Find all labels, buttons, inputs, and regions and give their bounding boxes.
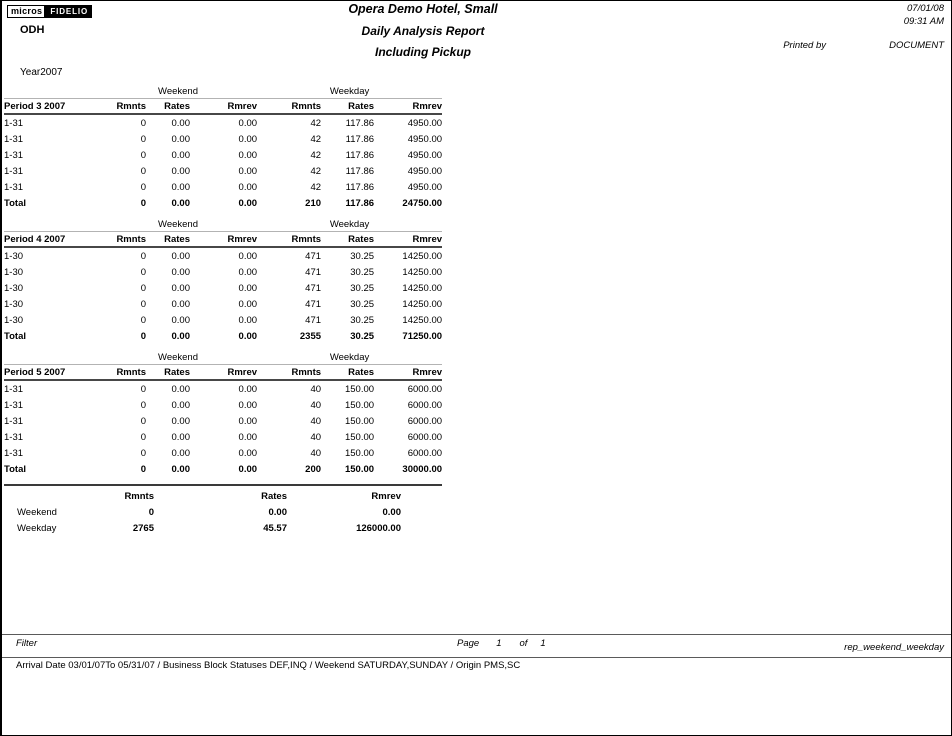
summary-column-header: Rmnts <box>124 490 154 502</box>
row-value: 0.00 <box>171 314 190 326</box>
row-value: 117.86 <box>345 149 375 161</box>
row-value: 6000.00 <box>407 415 443 427</box>
summary-header-spacer <box>4 488 64 504</box>
filter-description: Arrival Date 03/01/07To 05/31/07 / Business Block Statuses DEF,INQ / Weekend SATURDAY,SUNDAY / Origin PMS,SC <box>16 660 521 671</box>
total-value: 210 <box>305 198 322 209</box>
row-value: 0.00 <box>171 133 190 145</box>
column-header: Rates <box>146 232 190 248</box>
section-rows <box>4 380 442 478</box>
row-value: 150.00 <box>344 431 375 443</box>
group-header-row <box>4 85 442 99</box>
hotel-code: ODH <box>20 24 45 36</box>
page-label: Page <box>457 638 480 649</box>
period-section-table <box>4 351 442 478</box>
data-row <box>4 429 442 445</box>
row-value: 14250.00 <box>402 298 443 310</box>
row-label: 1-31 <box>4 165 24 177</box>
column-header-row <box>4 99 442 115</box>
row-value: 4950.00 <box>407 149 443 161</box>
row-value: 30.25 <box>350 266 375 278</box>
data-row <box>4 280 442 296</box>
row-value: 0 <box>140 383 146 395</box>
row-value: 0.00 <box>171 431 190 443</box>
summary-column-header: Rates <box>261 490 287 502</box>
row-value: 117.86 <box>345 133 375 145</box>
row-value: 150.00 <box>344 383 375 395</box>
report-table-area <box>4 85 444 536</box>
row-value: 0.00 <box>171 250 190 262</box>
row-value: 0.00 <box>238 165 258 177</box>
filter-label: Filter <box>16 638 38 649</box>
row-label: 1-31 <box>4 133 24 145</box>
row-value: 0.00 <box>238 282 258 294</box>
row-value: 0.00 <box>238 298 258 310</box>
row-value: 471 <box>305 282 322 294</box>
row-value: 4950.00 <box>407 165 443 177</box>
data-row <box>4 147 442 163</box>
summary-row-value: 45.57 <box>263 522 287 534</box>
row-value: 471 <box>305 250 322 262</box>
row-value: 150.00 <box>344 415 375 427</box>
row-value: 40 <box>310 399 322 411</box>
row-value: 150.00 <box>344 447 375 459</box>
total-value: 0.00 <box>171 331 190 342</box>
summary-row <box>4 520 401 536</box>
data-row <box>4 131 442 147</box>
total-label: Total <box>4 331 26 342</box>
summary-header-row <box>4 488 401 504</box>
row-value: 0.00 <box>238 133 258 145</box>
row-value: 6000.00 <box>407 399 443 411</box>
column-header-row <box>4 232 442 248</box>
data-row <box>4 413 442 429</box>
total-value: 0.00 <box>238 464 258 475</box>
group-header-spacer <box>4 351 99 365</box>
row-label: 1-30 <box>4 282 24 294</box>
group-header-spacer <box>4 85 99 99</box>
row-value: 117.86 <box>345 181 375 193</box>
printed-by-user: DOCUMENT <box>889 40 944 51</box>
report-name-title: Daily Analysis Report <box>361 24 485 38</box>
row-value: 0.00 <box>238 266 258 278</box>
total-value: 2355 <box>299 331 322 342</box>
column-header: Rates <box>321 232 374 248</box>
row-value: 40 <box>310 431 322 443</box>
column-header: Rmrev <box>190 365 257 381</box>
group-header-row <box>4 351 442 365</box>
total-value: 0 <box>140 464 146 475</box>
data-row <box>4 179 442 195</box>
group-header-weekday: Weekday <box>257 85 442 99</box>
row-value: 150.00 <box>344 399 375 411</box>
period-label: Period 3 2007 <box>4 99 99 115</box>
row-label: 1-31 <box>4 447 24 459</box>
row-label: 1-31 <box>4 415 24 427</box>
total-value: 117.86 <box>345 198 375 209</box>
page-count: 1 <box>540 638 546 649</box>
column-header-row <box>4 365 442 381</box>
row-label: 1-31 <box>4 117 24 129</box>
row-value: 471 <box>305 266 322 278</box>
page-number: 1 <box>496 638 502 649</box>
total-value: 0.00 <box>238 331 258 342</box>
total-value: 30.25 <box>350 331 375 342</box>
report-filename: rep_weekend_weekday <box>844 642 944 653</box>
total-row <box>4 195 442 212</box>
period-label: Period 4 2007 <box>4 232 99 248</box>
row-value: 0.00 <box>171 165 190 177</box>
row-value: 0.00 <box>171 181 190 193</box>
total-value: 30000.00 <box>402 464 443 475</box>
column-header: Rmnts <box>99 232 146 248</box>
group-header-row <box>4 218 442 232</box>
group-header-spacer <box>4 218 99 232</box>
group-header-weekend: Weekend <box>99 218 257 232</box>
column-header: Rmrev <box>190 232 257 248</box>
row-value: 14250.00 <box>402 266 443 278</box>
summary-row-value: 126000.00 <box>356 522 401 534</box>
row-value: 0 <box>140 415 146 427</box>
row-value: 4950.00 <box>407 181 443 193</box>
row-value: 0.00 <box>171 383 190 395</box>
row-label: 1-30 <box>4 250 24 262</box>
row-value: 14250.00 <box>402 282 443 294</box>
column-header: Rmnts <box>257 99 321 115</box>
row-value: 40 <box>310 415 322 427</box>
row-value: 0.00 <box>171 415 190 427</box>
printed-by-label: Printed by <box>783 40 826 51</box>
row-value: 0.00 <box>171 447 190 459</box>
section-rows <box>4 114 442 212</box>
row-value: 0.00 <box>238 447 258 459</box>
row-value: 0.00 <box>171 298 190 310</box>
total-value: 0 <box>140 331 146 342</box>
row-value: 0.00 <box>238 117 258 129</box>
sections-host <box>4 85 444 478</box>
row-value: 0 <box>140 149 146 161</box>
column-header: Rmnts <box>99 365 146 381</box>
summary-row-label: Weekday <box>17 522 57 534</box>
total-label: Total <box>4 198 26 209</box>
row-label: 1-30 <box>4 314 24 326</box>
row-value: 30.25 <box>350 314 375 326</box>
summary-row-value: 0.00 <box>382 506 401 518</box>
total-value: 0 <box>140 198 146 209</box>
summary-row <box>4 504 401 520</box>
row-value: 117.86 <box>345 117 375 129</box>
row-label: 1-31 <box>4 181 24 193</box>
total-row <box>4 461 442 478</box>
row-value: 6000.00 <box>407 447 443 459</box>
row-value: 471 <box>305 314 322 326</box>
report-subtitle: Including Pickup <box>374 45 471 59</box>
summary-divider <box>4 484 442 486</box>
row-value: 0.00 <box>238 314 258 326</box>
summary-row-label: Weekend <box>17 506 57 518</box>
footer-divider-top <box>2 634 952 635</box>
row-value: 42 <box>310 181 322 193</box>
total-value: 24750.00 <box>402 198 443 209</box>
row-value: 0.00 <box>171 117 190 129</box>
total-value: 0.00 <box>171 198 190 209</box>
year-label: Year2007 <box>20 67 63 78</box>
row-value: 0.00 <box>171 282 190 294</box>
data-row <box>4 312 442 328</box>
row-value: 0 <box>140 165 146 177</box>
column-header: Rmnts <box>257 232 321 248</box>
column-header: Rmrev <box>374 232 442 248</box>
data-row <box>4 247 442 264</box>
summary-row-value: 2765 <box>132 522 154 534</box>
row-value: 6000.00 <box>407 431 443 443</box>
row-value: 471 <box>305 298 322 310</box>
column-header: Rmrev <box>374 99 442 115</box>
row-value: 0.00 <box>171 149 190 161</box>
of-label: of <box>519 638 528 649</box>
column-header: Rmrev <box>190 99 257 115</box>
row-value: 42 <box>310 149 322 161</box>
row-value: 30.25 <box>350 250 375 262</box>
row-value: 42 <box>310 133 322 145</box>
row-value: 0.00 <box>238 431 258 443</box>
row-label: 1-31 <box>4 149 24 161</box>
column-header: Rates <box>321 365 374 381</box>
row-value: 40 <box>310 383 322 395</box>
column-header: Rmnts <box>257 365 321 381</box>
row-value: 0 <box>140 266 146 278</box>
period-label: Period 5 2007 <box>4 365 99 381</box>
summary-table <box>4 488 401 536</box>
row-value: 0 <box>140 298 146 310</box>
row-value: 0 <box>140 250 146 262</box>
summary-body <box>4 504 401 536</box>
print-time: 09:31 AM <box>903 16 944 27</box>
group-header-weekday: Weekday <box>257 351 442 365</box>
row-value: 0 <box>140 314 146 326</box>
row-value: 30.25 <box>350 282 375 294</box>
column-header: Rates <box>146 99 190 115</box>
data-row <box>4 380 442 397</box>
total-value: 0.00 <box>171 464 190 475</box>
data-row <box>4 264 442 280</box>
data-row <box>4 296 442 312</box>
row-value: 0 <box>140 447 146 459</box>
column-header: Rates <box>321 99 374 115</box>
total-value: 200 <box>305 464 322 475</box>
row-value: 42 <box>310 165 322 177</box>
row-value: 0.00 <box>238 181 258 193</box>
hotel-name-title: Opera Demo Hotel, Small <box>348 2 498 16</box>
summary-row-value: 0 <box>148 506 154 518</box>
summary-row-value: 0.00 <box>268 506 287 518</box>
row-value: 0.00 <box>238 383 258 395</box>
total-label: Total <box>4 464 26 475</box>
row-value: 0.00 <box>171 399 190 411</box>
row-value: 14250.00 <box>402 314 443 326</box>
column-header: Rmnts <box>99 99 146 115</box>
data-row <box>4 445 442 461</box>
row-value: 0.00 <box>238 399 258 411</box>
row-value: 0.00 <box>238 149 258 161</box>
fidelio-logo-text: FIDELIO <box>45 5 92 18</box>
row-value: 6000.00 <box>407 383 443 395</box>
period-section-table <box>4 218 442 345</box>
section-rows <box>4 247 442 345</box>
row-value: 0 <box>140 181 146 193</box>
row-value: 0 <box>140 282 146 294</box>
row-label: 1-30 <box>4 266 24 278</box>
page-indicator <box>457 638 546 649</box>
data-row <box>4 114 442 131</box>
row-value: 0.00 <box>171 266 190 278</box>
footer-divider-bottom <box>2 657 952 658</box>
row-label: 1-31 <box>4 383 24 395</box>
row-value: 0 <box>140 117 146 129</box>
column-header: Rmrev <box>374 365 442 381</box>
period-section-table <box>4 85 442 212</box>
micros-logo-text: micros <box>7 5 45 18</box>
row-label: 1-31 <box>4 431 24 443</box>
total-value: 150.00 <box>344 464 375 475</box>
data-row <box>4 397 442 413</box>
row-value: 0 <box>140 133 146 145</box>
data-row <box>4 163 442 179</box>
row-value: 117.86 <box>345 165 375 177</box>
group-header-weekend: Weekend <box>99 85 257 99</box>
total-row <box>4 328 442 345</box>
row-value: 0 <box>140 399 146 411</box>
row-label: 1-30 <box>4 298 24 310</box>
row-value: 4950.00 <box>407 133 443 145</box>
total-value: 0.00 <box>238 198 258 209</box>
row-value: 42 <box>310 117 322 129</box>
summary-column-header: Rmrev <box>371 490 401 502</box>
column-header: Rates <box>146 365 190 381</box>
row-value: 0 <box>140 431 146 443</box>
print-date: 07/01/08 <box>907 3 944 14</box>
row-value: 40 <box>310 447 322 459</box>
total-value: 71250.00 <box>402 331 443 342</box>
row-value: 0.00 <box>238 415 258 427</box>
group-header-weekend: Weekend <box>99 351 257 365</box>
row-label: 1-31 <box>4 399 24 411</box>
row-value: 30.25 <box>350 298 375 310</box>
row-value: 14250.00 <box>402 250 443 262</box>
group-header-weekday: Weekday <box>257 218 442 232</box>
row-value: 0.00 <box>238 250 258 262</box>
row-value: 4950.00 <box>407 117 443 129</box>
